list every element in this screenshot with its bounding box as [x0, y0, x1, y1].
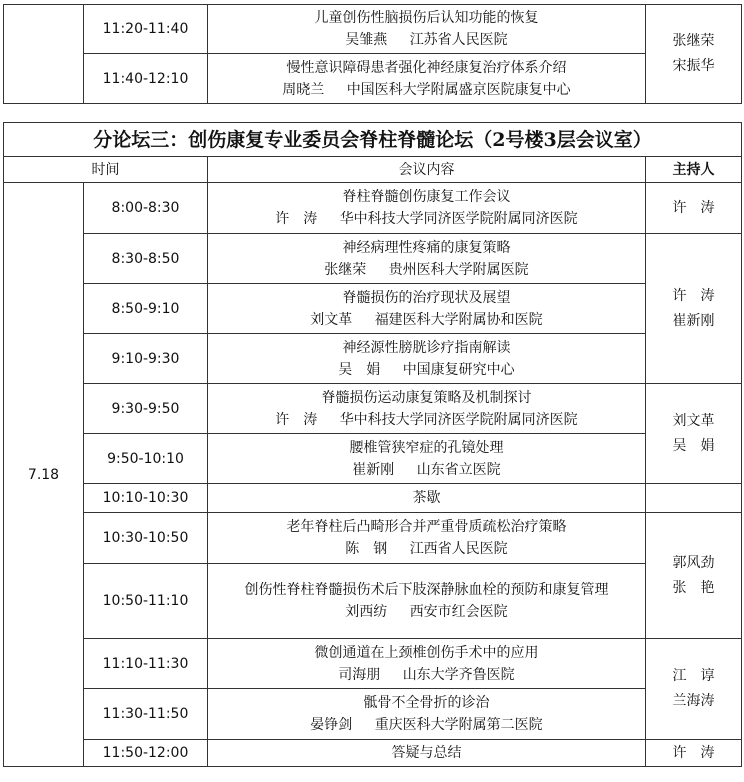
speaker-name: 吴 娟 — [338, 361, 381, 378]
speaker-name: 许 涛 — [275, 411, 318, 428]
topic-text: 茶歇 — [412, 490, 441, 506]
header-content: 会议内容 — [208, 157, 646, 183]
topic-text: 骶骨不全骨折的诊治 — [363, 695, 490, 711]
host-cell — [646, 234, 742, 384]
speaker-line — [208, 29, 645, 51]
topic-text: 脊柱脊髓创伤康复工作会议 — [342, 189, 511, 205]
content-cell — [208, 5, 646, 54]
host-name: 许 涛 — [672, 287, 715, 304]
topic-text: 脊髓损伤的治疗现状及展望 — [342, 289, 511, 306]
host-cell — [646, 484, 742, 513]
host-cell — [646, 740, 742, 767]
speaker-org: 福建医科大学附属协和医院 — [374, 311, 543, 328]
content-cell — [208, 513, 646, 564]
content-cell — [208, 54, 646, 104]
time-cell: 9:10-9:30 — [84, 334, 208, 384]
time-cell: 11:50-12:00 — [84, 740, 208, 767]
host-name: 张继荣 — [672, 33, 715, 49]
table-row — [4, 183, 742, 234]
forum-title: 分论坛三：创伤康复专业委员会脊柱脊髓论坛（2号楼3层会议室） — [4, 123, 742, 157]
time-cell: 11:30-11:50 — [84, 689, 208, 740]
speaker-name: 刘文革 — [310, 311, 353, 328]
host-cell — [646, 639, 742, 740]
speaker-line — [208, 208, 645, 230]
time-cell: 10:10-10:30 — [84, 484, 208, 513]
table-row — [4, 284, 742, 334]
speaker-org: 华中科技大学同济医学院附属同济医院 — [339, 411, 578, 428]
date-cell — [4, 5, 84, 104]
time-cell: 9:30-9:50 — [84, 384, 208, 434]
speaker-line — [208, 538, 645, 560]
time-cell: 11:20-11:40 — [84, 5, 208, 54]
speaker-org: 西安市红会医院 — [409, 604, 508, 620]
table-row — [4, 564, 742, 639]
date-cell: 7.18 — [4, 183, 84, 767]
time-cell: 11:10-11:30 — [84, 639, 208, 689]
host-name: 吴 娟 — [672, 437, 715, 454]
speaker-line — [208, 601, 645, 623]
topic-text: 腰椎管狭窄症的孔镜处理 — [349, 439, 504, 456]
table-row — [4, 5, 742, 54]
topic-text: 微创通道在上颈椎创伤手术中的应用 — [314, 644, 539, 661]
speaker-org: 江苏省人民医院 — [409, 32, 508, 48]
time-cell: 11:40-12:10 — [84, 54, 208, 104]
content-cell — [208, 740, 646, 767]
speaker-name: 刘西纺 — [345, 604, 388, 620]
speaker-name: 晏铮剑 — [310, 717, 353, 733]
speaker-line — [208, 409, 645, 431]
host-name: 江 谆 — [672, 668, 715, 684]
host-cell — [646, 5, 742, 104]
time-cell: 8:30-8:50 — [84, 234, 208, 284]
speaker-line — [208, 459, 645, 481]
speaker-org: 重庆医科大学附属第二医院 — [374, 717, 543, 733]
speaker-line — [208, 359, 645, 381]
host-name: 许 涛 — [672, 744, 715, 761]
topic-text: 慢性意识障碍患者强化神经康复治疗体系介绍 — [286, 59, 567, 76]
host-name: 刘文革 — [672, 412, 715, 429]
table-row — [4, 384, 742, 434]
content-cell — [208, 434, 646, 484]
speaker-org: 山东省立医院 — [416, 461, 501, 478]
content-cell — [208, 234, 646, 284]
topic-text: 神经源性膀胱诊疗指南解读 — [342, 339, 511, 356]
host-name: 许 涛 — [672, 199, 715, 216]
forum-schedule-table — [3, 122, 742, 767]
time-cell: 10:50-11:10 — [84, 564, 208, 639]
speaker-name: 张继荣 — [324, 261, 367, 278]
topic-text: 创伤性脊柱脊髓损伤术后下肢深静脉血栓的预防和康复管理 — [244, 582, 609, 598]
table-row — [4, 434, 742, 484]
header-row — [4, 157, 742, 183]
time-cell: 10:30-10:50 — [84, 513, 208, 564]
host-name: 兰海涛 — [672, 693, 715, 709]
host-name: 张 艳 — [672, 579, 715, 596]
forum-title-row — [4, 123, 742, 157]
speaker-org: 中国康复研究中心 — [402, 361, 515, 378]
content-cell — [208, 689, 646, 740]
speaker-line — [208, 714, 645, 736]
speaker-org: 华中科技大学同济医学院附属同济医院 — [339, 211, 578, 227]
header-host: 主持人 — [646, 157, 742, 183]
speaker-name: 吴雏燕 — [345, 32, 388, 48]
content-cell — [208, 183, 646, 234]
speaker-name: 崔新刚 — [352, 461, 395, 478]
table-row — [4, 740, 742, 767]
topic-text: 脊髓损伤运动康复策略及机制探讨 — [321, 389, 532, 406]
speaker-name: 许 涛 — [275, 211, 318, 227]
host-cell — [646, 384, 742, 484]
speaker-name: 陈 钢 — [345, 541, 388, 557]
topic-text: 答疑与总结 — [391, 745, 462, 761]
speaker-org: 山东大学齐鲁医院 — [402, 666, 515, 683]
topic-text: 老年脊柱后凸畸形合并严重骨质疏松治疗策略 — [286, 519, 567, 535]
host-name: 宋振华 — [672, 58, 715, 74]
content-cell — [208, 384, 646, 434]
table-row — [4, 484, 742, 513]
table-row — [4, 234, 742, 284]
table-row — [4, 513, 742, 564]
table-row — [4, 639, 742, 689]
table-row — [4, 334, 742, 384]
speaker-name: 周晓兰 — [282, 81, 325, 98]
host-name: 崔新刚 — [672, 312, 715, 329]
time-cell: 8:50-9:10 — [84, 284, 208, 334]
topic-text: 儿童创伤性脑损伤后认知功能的恢复 — [314, 10, 539, 26]
time-cell: 8:00-8:30 — [84, 183, 208, 234]
speaker-org: 贵州医科大学附属医院 — [388, 261, 529, 278]
host-cell — [646, 513, 742, 639]
time-cell: 9:50-10:10 — [84, 434, 208, 484]
speaker-org: 江西省人民医院 — [409, 541, 508, 557]
topic-text: 神经病理性疼痛的康复策略 — [342, 239, 511, 256]
table-row — [4, 54, 742, 104]
previous-session-table — [3, 4, 742, 104]
content-cell — [208, 564, 646, 639]
table-row — [4, 689, 742, 740]
speaker-org: 中国医科大学附属盛京医院康复中心 — [346, 81, 571, 98]
speaker-line — [208, 79, 645, 101]
content-cell — [208, 639, 646, 689]
content-cell — [208, 334, 646, 384]
speaker-name: 司海朋 — [338, 666, 381, 683]
speaker-line — [208, 259, 645, 281]
speaker-line — [208, 664, 645, 686]
host-name: 郭风劲 — [672, 554, 715, 571]
header-time: 时间 — [4, 157, 208, 183]
speaker-line — [208, 309, 645, 331]
content-cell — [208, 484, 646, 513]
host-cell — [646, 183, 742, 234]
content-cell — [208, 284, 646, 334]
